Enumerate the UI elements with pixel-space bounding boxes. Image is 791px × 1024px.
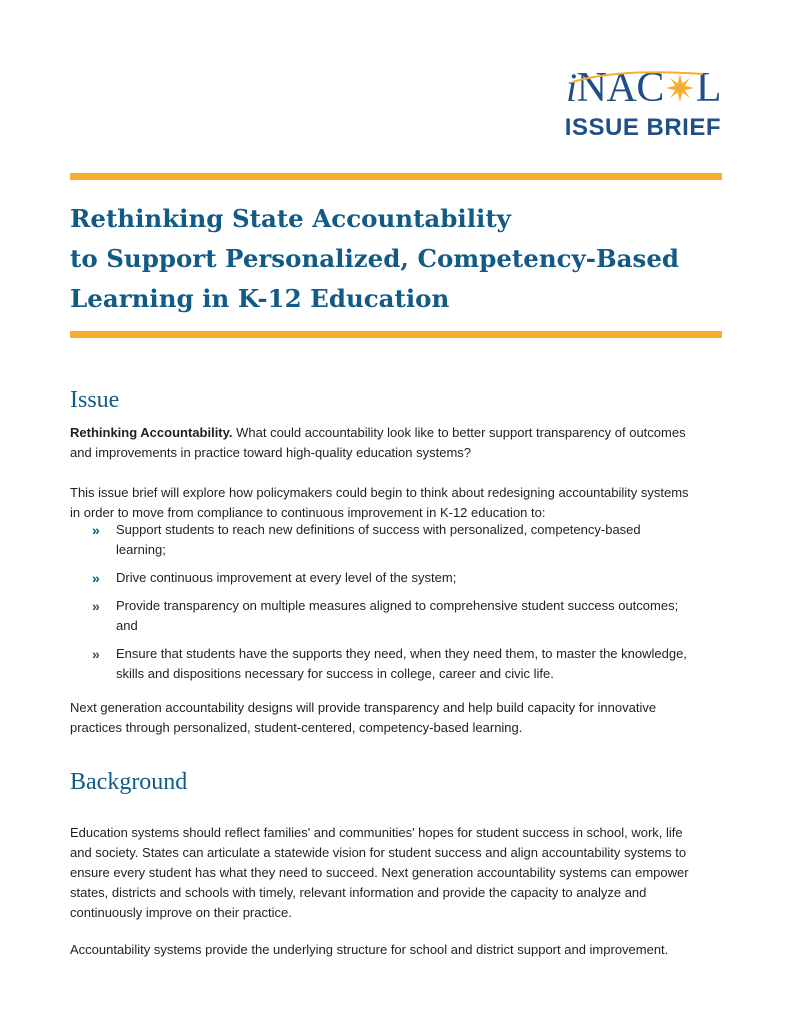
- logo-letter-i: i: [566, 65, 577, 110]
- title-line: to Support Personalized, Competency-Based: [70, 244, 680, 273]
- list-item-text: Ensure that students have the supports they need, when they need them, to master the knowledge, skills and dispositions necessary for success in college, career and civic life.: [116, 646, 687, 681]
- section-heading-background: Background: [70, 769, 188, 795]
- list-item-text: Provide transparency on multiple measures aligned to comprehensive student success outcomes; and: [116, 598, 679, 633]
- gold-divider-bottom: [70, 331, 722, 338]
- list-item: [92, 520, 692, 560]
- chevron-bullet-icon: »: [92, 522, 100, 538]
- list-item: [92, 568, 692, 588]
- logo-letter-l: L: [695, 65, 721, 111]
- gold-divider-top: [70, 173, 722, 180]
- chevron-bullet-icon: »: [92, 570, 100, 586]
- list-item-text: Drive continuous improvement at every level of the system;: [116, 570, 457, 585]
- page-title: [70, 199, 730, 319]
- background-paragraph-1: Education systems should reflect families' and communities' hopes for student success in school, work, life and society. States can articulate a statewide vision for student success and align accountability systems to ensure every student has what they need to succeed. Next generation accountability systems can empower states, districts and schools with timely, relevant information and provide the capacity to analyze and continuously improve on their practice.: [70, 825, 689, 920]
- logo-swoosh-icon: [565, 66, 721, 86]
- issue-brief-label: ISSUE BRIEF: [564, 114, 721, 141]
- list-item: [92, 644, 692, 684]
- lead-in-bold: Rethinking Accountability.: [70, 425, 233, 440]
- issue-paragraph-2: This issue brief will explore how policymakers could begin to think about redesigning accountability systems in order to move from compliance to continuous improvement in K-12 education to:: [70, 485, 689, 520]
- chevron-bullet-icon: »: [92, 598, 100, 614]
- list-item: [92, 596, 692, 636]
- logo-wordmark: [565, 66, 721, 110]
- title-line: Rethinking State Accountability: [70, 204, 511, 233]
- chevron-bullet-icon: »: [92, 646, 100, 662]
- issue-paragraph-1: [70, 423, 700, 463]
- section-heading-issue: Issue: [70, 387, 120, 413]
- goals-list: [92, 520, 692, 692]
- list-item-text: Support students to reach new definitions of success with personalized, competency-based learning;: [116, 522, 641, 557]
- logo-letters-nac: NAC: [576, 65, 664, 111]
- title-line: Learning in K-12 Education: [70, 284, 450, 313]
- issue-paragraph-1-text: What could accountability look like to better support transparency of outcomes and improvements in practice toward high-quality education systems?: [70, 425, 686, 460]
- issue-paragraph-3: Next generation accountability designs will provide transparency and help build capacity for innovative practices through personalized, student-centered, competency-based learning.: [70, 700, 657, 735]
- inacol-logo: [565, 66, 721, 142]
- background-paragraph-2: Accountability systems provide the underlying structure for school and district support and improvement.: [70, 942, 669, 957]
